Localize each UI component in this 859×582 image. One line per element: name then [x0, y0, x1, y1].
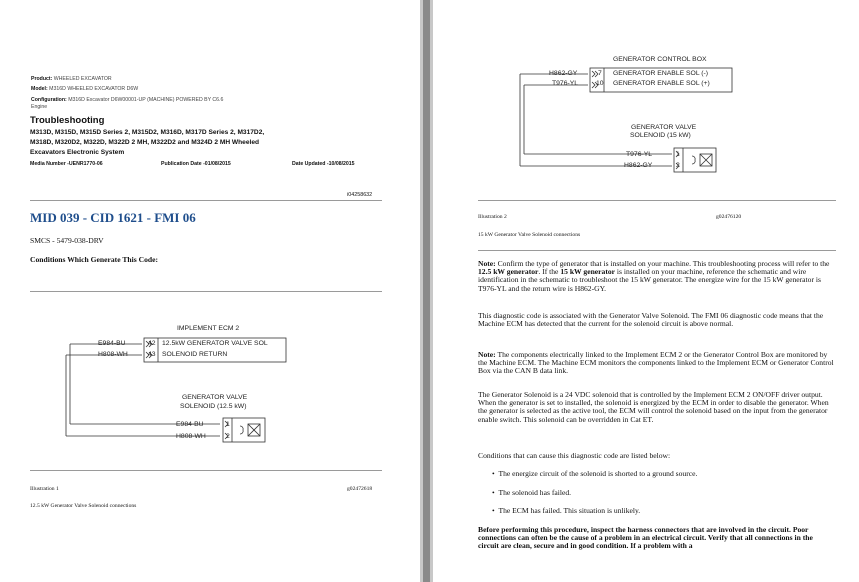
paragraph-note-2: Note: The components electrically linked to the Implement ECM 2 or the Generator Control Box are monitored by the Machine ECM. The Machine ECM monitors the components linked to the Implement ECM or Generator Control Box via the CAN B data link. — [478, 350, 834, 376]
list-item: • The solenoid has failed. — [492, 488, 572, 497]
illustration-caption: 12.5 kW Generator Valve Solenoid connections — [30, 503, 137, 509]
pin-label-1: 12.5kW GENERATOR VALVE SOL — [162, 340, 268, 347]
pin-number-2: 10 — [596, 80, 604, 87]
control-box-title: GENERATOR CONTROL BOX — [613, 56, 707, 63]
solenoid-wire-1: E984-BU — [176, 421, 204, 428]
paragraph-5: Conditions that can cause this diagnostic code are listed below: — [478, 451, 671, 460]
solenoid-wire-1: T976-YL — [626, 151, 653, 158]
illustration-caption: 15 kW Generator Valve Solenoid connections — [478, 232, 581, 238]
page-heading: MID 039 - CID 1621 - FMI 06 — [30, 210, 196, 225]
illustration-label: Illustration 2 — [478, 214, 507, 220]
document-page-right — [430, 0, 859, 582]
list-item: • The energize circuit of the solenoid is shorted to a ground source. — [492, 469, 698, 478]
wire-label-1: H862-GY — [549, 70, 578, 77]
divider — [30, 470, 382, 471]
paragraph-6: Before performing this procedure, inspect the harness connectors that are involved in the circuit. Poor connections can often be the cause of a problem in an electrical circuit. Verify that all connections in the circuit are clean, secure and in good condition. If a problem with a — [478, 525, 813, 551]
paragraph-4: The Generator Solenoid is a 24 VDC solenoid that is controlled by the Implement ECM 2 ON/OFF driver output. When the generator is set to installed, the solenoid is energized by the ECM in order to disable the generator. When the generator is selected as the active tool, the ECM will control the solenoid based on the input from the generator enable switch. This solenoid can be overridden in Cat ET. — [478, 390, 829, 424]
paragraph-note-1: Note: Confirm the type of generator that is installed on your machine. This troubleshooting process will refer to the 12.5 kW generator. If the 15 kW generator is installed on your machine, reference the schematic and wire identification in the schematic to troubleshoot the 15 kW generator. The energize wire for the 15 kW generator is T976-YL and the return wire is H862-GY. — [478, 259, 830, 293]
page-edge — [430, 0, 433, 582]
solenoid-pin-2: 2 — [676, 162, 680, 169]
solenoid-title-1: GENERATOR VALVE — [631, 124, 697, 131]
solenoid-wire-2: H862-GY — [624, 162, 653, 169]
pin-label-2: SOLENOID RETURN — [162, 351, 228, 358]
wire-label-2: H808-WH — [98, 351, 128, 358]
models-line-3: Excavators Electronic System — [30, 149, 125, 156]
solenoid-title-2: SOLENOID (15 kW) — [630, 132, 691, 139]
product-line: Product: WHEELED EXCAVATOR — [31, 76, 112, 82]
doc-id: i04258632 — [347, 192, 373, 198]
divider — [30, 291, 382, 292]
date-updated: Date Updated -10/08/2015 — [292, 161, 355, 167]
page-edge — [420, 0, 423, 582]
doc-title: Troubleshooting — [30, 115, 105, 126]
paragraph-2: This diagnostic code is associated with the Generator Valve Solenoid. The FMI 06 diagnostic code means that the Machine ECM has detected that the current for the solenoid circuit is above normal. — [478, 311, 824, 329]
configuration-line-2: Engine — [31, 104, 48, 110]
configuration-line: Configuration: M316D Excavator D6W00001-UP (MACHINE) POWERED BY C6.6 — [31, 97, 224, 103]
illustration-id: g02472618 — [347, 486, 373, 492]
divider — [30, 200, 382, 201]
pin-number-1: 7 — [598, 70, 602, 77]
pin-label-1: GENERATOR ENABLE SOL (-) — [613, 70, 709, 77]
list-item: • The ECM has failed. This situation is unlikely. — [492, 506, 641, 515]
pin-number-1: 42 — [148, 340, 156, 347]
models-line-2: M318D, M320D2, M322D, M322D 2 MH, M322D2 and M324D 2 MH Wheeled — [30, 139, 260, 146]
solenoid-pin-1: 1 — [226, 421, 230, 428]
solenoid-title-1: GENERATOR VALVE — [182, 394, 248, 401]
pin-label-2: GENERATOR ENABLE SOL (+) — [613, 80, 710, 87]
divider — [478, 200, 836, 201]
solenoid-pin-2: 2 — [226, 433, 230, 440]
conditions-heading: Conditions Which Generate This Code: — [30, 255, 158, 264]
illustration-label: Illustration 1 — [30, 486, 59, 492]
solenoid-title-2: SOLENOID (12.5 kW) — [180, 403, 247, 410]
ecm-title: IMPLEMENT ECM 2 — [177, 325, 240, 332]
wire-label-1: E984-BU — [98, 340, 126, 347]
solenoid-wire-2: H808-WH — [176, 433, 206, 440]
publication-date: Publication Date -01/08/2015 — [161, 161, 231, 167]
solenoid-pin-1: 1 — [676, 151, 680, 158]
wire-label-2: T976-YL — [552, 80, 579, 87]
illustration-id: g02476120 — [716, 214, 742, 220]
document-page-left — [0, 0, 423, 582]
model-line: Model: M316D WHEELED EXCAVATOR D6W — [31, 86, 139, 92]
pin-number-2: 43 — [148, 351, 156, 358]
models-line-1: M313D, M315D, M315D Series 2, M315D2, M316D, M317D Series 2, M317D2, — [30, 129, 265, 136]
divider — [478, 250, 836, 251]
media-number: Media Number -UENR1770-06 — [30, 161, 103, 167]
smcs-code: SMCS - 5479-038-DRV — [30, 236, 104, 245]
